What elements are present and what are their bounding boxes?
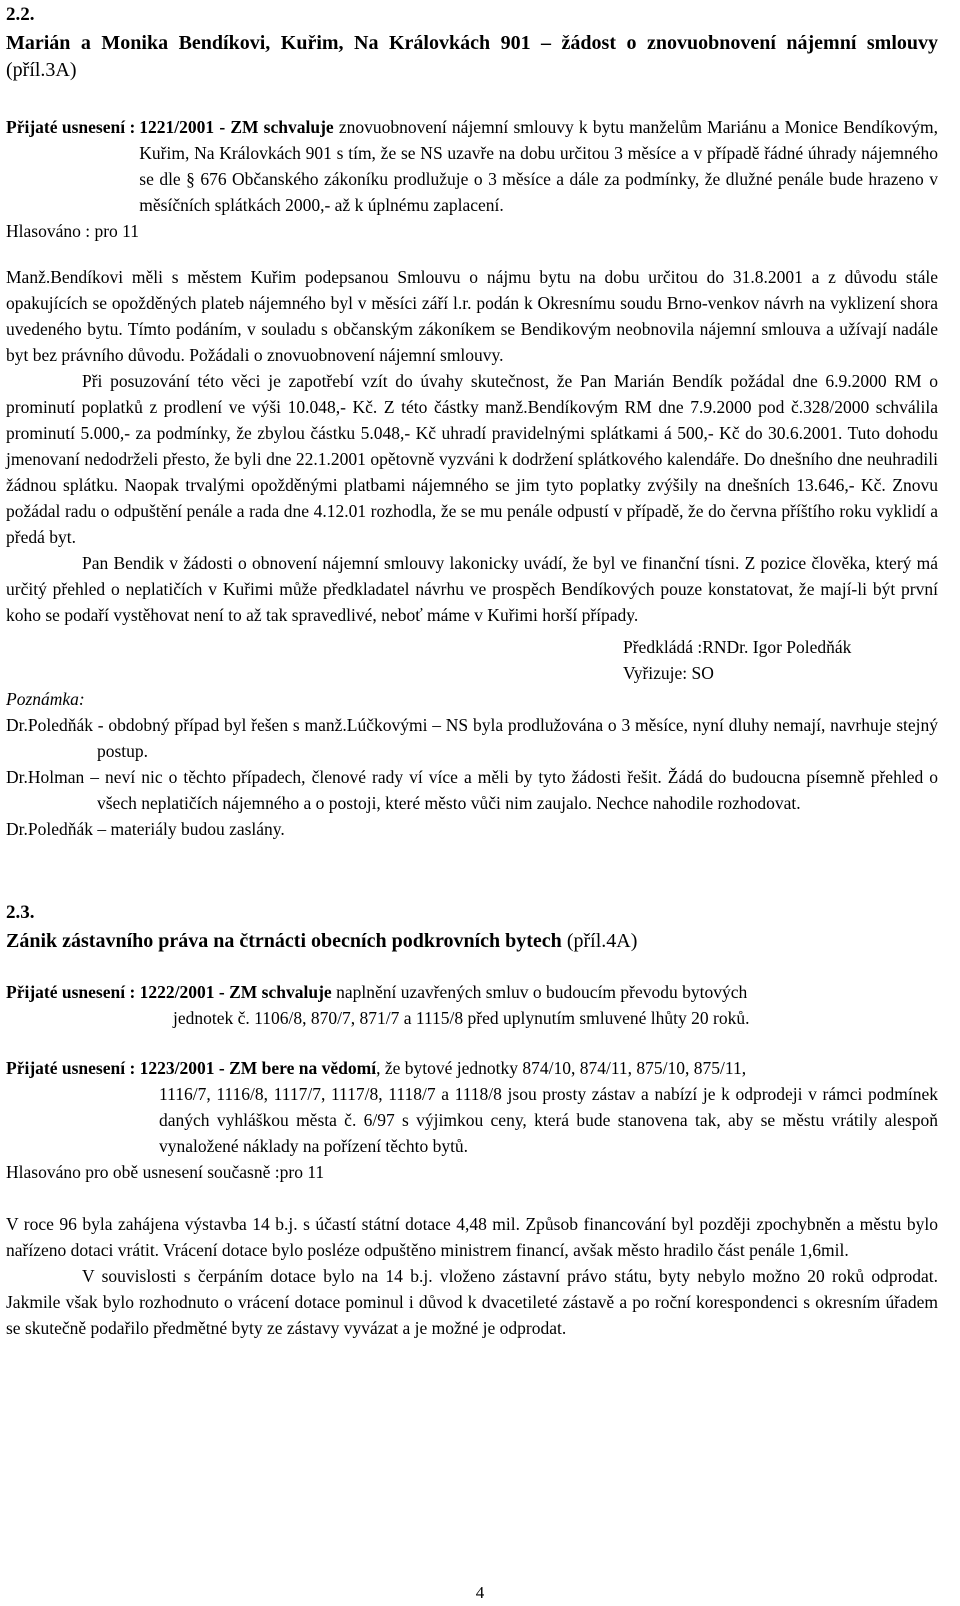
- document-page: [6, 0, 938, 1341]
- section-number: 2.3.: [6, 902, 35, 923]
- note-item: Dr.Poledňák – materiály budou zaslány.: [6, 819, 285, 839]
- section-title: [6, 928, 938, 955]
- resolution-text: , že bytové jednotky 874/10, 874/11, 875/10, 875/11,: [376, 1058, 747, 1078]
- section-number: 2.2.: [6, 4, 35, 25]
- section-title: [6, 30, 938, 84]
- resolution-text: naplnění uzavřených smluv o budoucím převodu bytových: [336, 982, 748, 1002]
- note-label: Poznámka:: [6, 689, 85, 709]
- resolution-block: [6, 1055, 938, 1159]
- submitter: Předkládá :RNDr. Igor Poledňák: [623, 637, 852, 657]
- resolution-id: 1223/2001 - ZM bere na vědomí: [139, 1058, 377, 1078]
- paragraph: V roce 96 byla zahájena výstavba 14 b.j. s účastí státní dotace 4,48 mil. Způsob financování byl později zpochybněn a městu bylo nařízeno dotaci vrátit. Vrácení dotace bylo posléze odpuštěno ministrem financí, avšak město hradilo část penále 1,6mil.: [6, 1214, 938, 1260]
- resolution-id: 1221/2001 - ZM schvaluje: [139, 117, 334, 137]
- section-title-text: Marián a Monika Bendíkovi, Kuřim, Na Královkách 901 – žádost o znovuobnovení nájemní smlouvy: [6, 32, 938, 54]
- attachment-ref: (příl.4A): [566, 930, 638, 952]
- resolution-text: znovuobnovení nájemní smlouvy k bytu manželům Mariánu a Monice Bendíkovým, Kuřim, Na Královkách 901 s tím, že se NS uzavře na dobu určitou 3 měsíce a v případě řádné úhrady nájemného se dle § 676 Občanského zákoníku prodlužuje o 3 měsíce a dále za podmínky, že dlužné penále bude hrazeno v měsíčních splátkách 2000,- až k úplnému zaplacení.: [139, 117, 938, 215]
- resolution-label: Přijaté usnesení :: [6, 117, 136, 137]
- attachment-ref: (příl.3A): [6, 59, 77, 81]
- resolution-block: [6, 979, 938, 1031]
- resolution-label: Přijaté usnesení :: [6, 1058, 136, 1078]
- resolution-block: [6, 114, 938, 218]
- paragraph: V souvislosti s čerpáním dotace bylo na 14 b.j. vloženo zástavní právo státu, byty nebylo možno 20 roků odprodat. Jakmile však bylo rozhodnuto o vrácení dotace pominul i důvod k dvacetileté zástavě a po roční korespondenci s okresním úřadem se skutečně podařilo předmětné byty ze zástavy vyvázat a je možné je odprodat.: [6, 1266, 938, 1338]
- resolution-label: Přijaté usnesení :: [6, 982, 136, 1002]
- paragraph: Při posuzování této věci je zapotřebí vzít do úvahy skutečnost, že Pan Marián Bendík požádal dne 6.9.2000 RM o prominutí poplatků z prodlení ve výši 10.048,- Kč. Z této částky manž.Bendíkovým RM dne 7.9.2000 pod č.328/2000 schválila prominutí 5.000,- za podmínky, že zbylou částku 5.048,- Kč uhradí pravidelnými splátkami á 500,- Kč do 30.6.2001. Tuto dohodu jmenovaní nedodrželi přesto, že byli dne 22.1.2001 opětovně vyzváni k dodržení splátkového kalendáře. Do dnešního dne neuhradili žádnou splátku. Naopak trvalými opožděnými platbami nájemného se jim tyto poplatky zvýšily na dnešních 13.646,- Kč. Znovu požádal radu o odpuštění penále a rada dne 4.12.01 rozhodla, že se mu penále odpustí v případě, že do června příštího roku vyklidí a předá byt.: [6, 371, 938, 547]
- resolution-first-line: [6, 979, 938, 1005]
- vote-result: Hlasováno pro obě usnesení současně :pro 11: [6, 1162, 325, 1182]
- handler: Vyřizuje: SO: [623, 663, 714, 683]
- resolution-continuation: 1116/7, 1116/8, 1117/7, 1117/8, 1118/7 a 1118/8 jsou prosty zástav a nabízí je k odprodeji v rámci podmínek daných vyhláškou města č. 6/97 s výjimkou ceny, která bude stanovena tak, aby se městu vrátily alespoň vynaložené náklady na pořízení těchto bytů.: [159, 1084, 938, 1156]
- section-title-text: Zánik zástavního práva na čtrnácti obecních podkrovních bytech: [6, 930, 562, 952]
- resolution-id: 1222/2001 - ZM schvaluje: [139, 982, 332, 1002]
- resolution-first-line: [6, 1055, 938, 1081]
- page-number: 4: [475, 1583, 485, 1602]
- note-item: Dr.Poledňák - obdobný případ byl řešen s manž.Lúčkovými – NS byla prodlužována o 3 měsíce, nyní dluhy nemají, navrhuje stejný postup.: [6, 715, 938, 761]
- resolution-continuation: jednotek č. 1106/8, 870/7, 871/7 a 1115/8 před uplynutím smluvené lhůty 20 roků.: [173, 1008, 750, 1028]
- resolution-body: [139, 114, 938, 218]
- note-item: Dr.Holman – neví nic o těchto případech, členové rady ví více a měli by tyto žádosti řešit. Žádá do budoucna písemně přehled o všech neplatičích nájemného a o postoji, které město vůči nim zaujalo. Nechce nahodile rozhodovat.: [6, 767, 938, 813]
- paragraph: Manž.Bendíkovi měli s městem Kuřim podepsanou Smlouvu o nájmu bytu na dobu určitou do 31.8.2001 a z důvodu stále opakujících se opožděných plateb nájemného byl v měsíci září l.r. podán k Okresnímu soudu Brno-venkov návrh na vyklizení shora uvedeného bytu. Tímto podáním, v souladu s občanským zákoníkem se Bendikovým neobnovila nájemní smlouva a užívají nadále byt bez právního důvodu. Požádali o znovuobnovení nájemní smlouvy.: [6, 267, 938, 365]
- vote-result: Hlasováno : pro 11: [6, 221, 140, 241]
- paragraph: Pan Bendik v žádosti o obnovení nájemní smlouvy lakonicky uvádí, že byl ve finanční tísni. Z pozice člověka, který má určitý přehled o neplatičích v Kuřimi může předkladatel návrhu ve prospěch Bendíkových pouze konstatovat, že mají-li být první koho se podaří vystěhovat není to až tak spravedlivé, neboť máme v Kuřimi horší případy.: [6, 553, 938, 625]
